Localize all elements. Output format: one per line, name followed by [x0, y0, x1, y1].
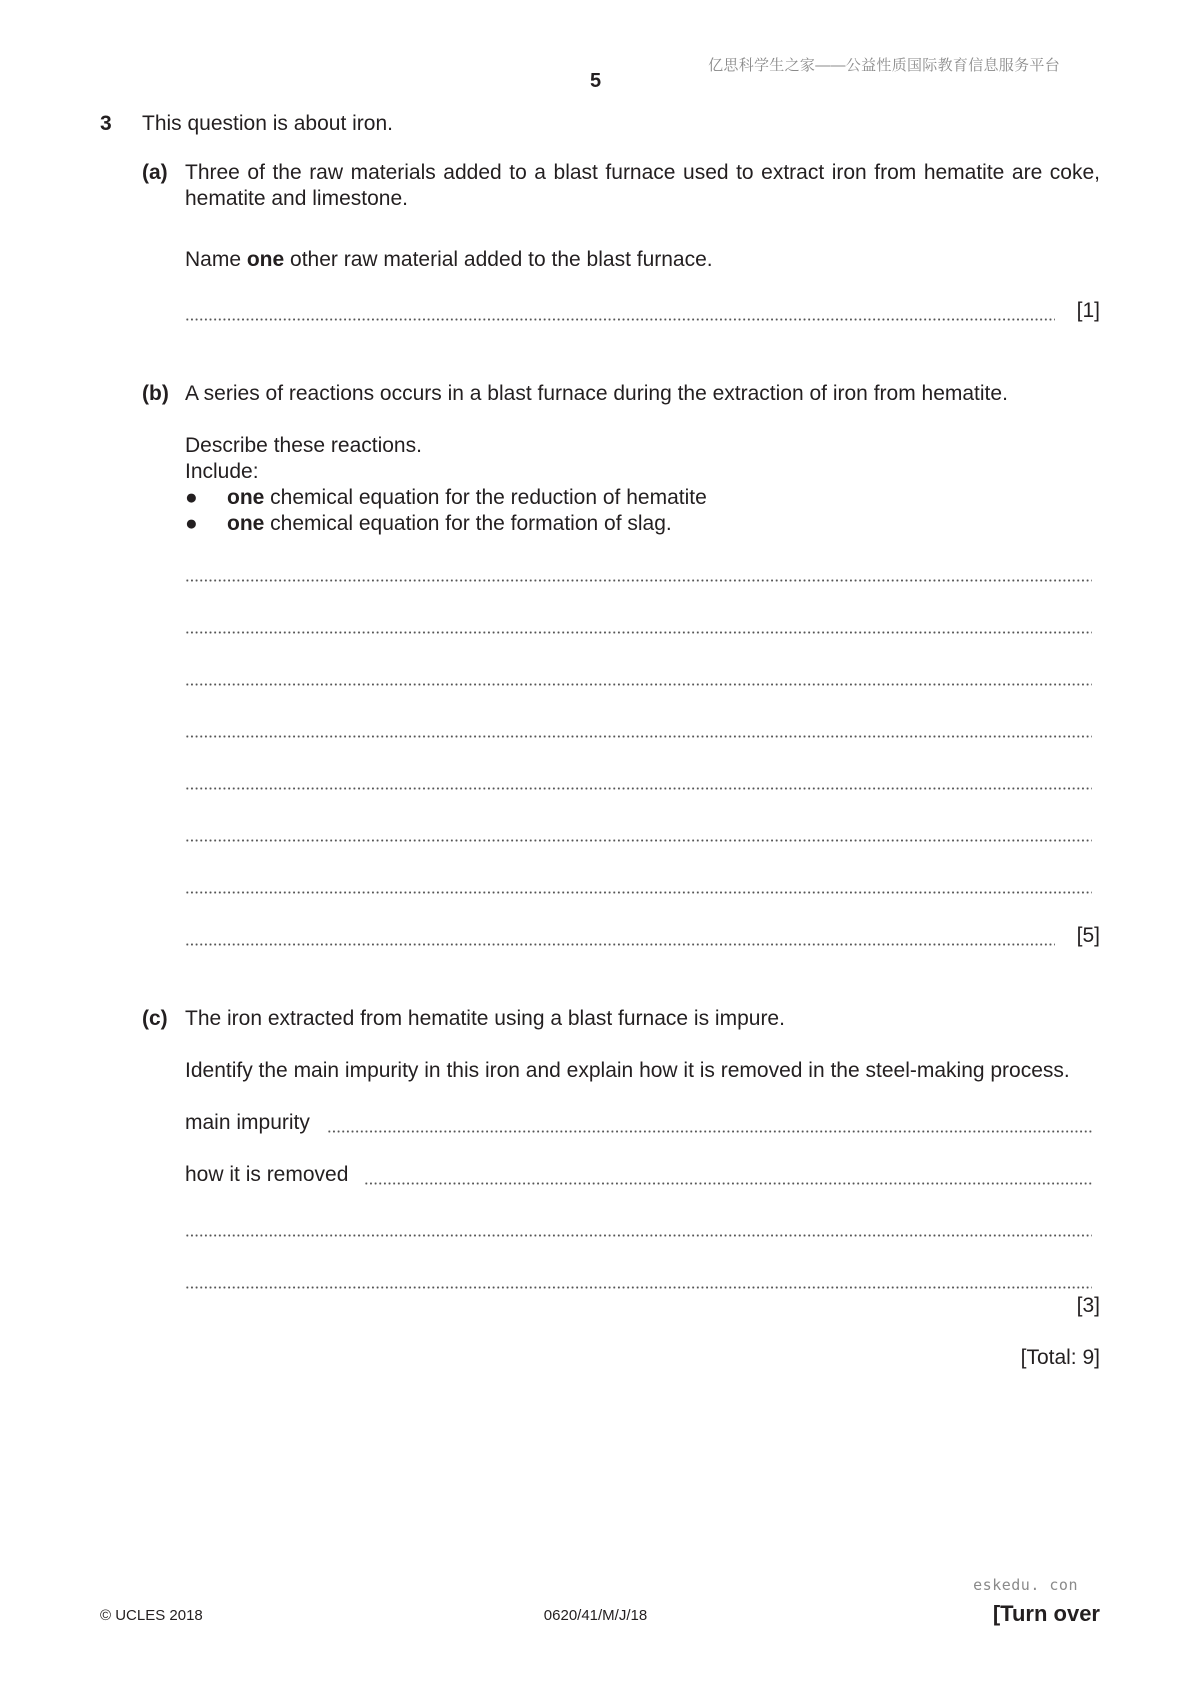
answer-line-c[interactable]	[185, 1234, 1092, 1237]
part-a-text: Three of the raw materials added to a blast furnace used to extract iron from hematite are coke, hematite and limestone.	[185, 161, 1100, 210]
answer-line-impurity[interactable]	[327, 1130, 1092, 1133]
turn-over[interactable]: [Turn over	[992, 1601, 1100, 1626]
part-c-instruction: Identify the main impurity in this iron and explain how it is removed in the steel-making process.	[185, 1059, 1070, 1082]
copyright: © UCLES 2018	[100, 1607, 203, 1624]
bullet-icon: ●	[185, 512, 198, 535]
part-b-instruction: Describe these reactions.	[185, 434, 422, 457]
part-b-mark: [5]	[1076, 924, 1100, 947]
part-b-include: Include:	[185, 460, 259, 483]
bullet-item: one chemical equation for the reduction of hematite	[227, 486, 707, 509]
answer-line-b[interactable]	[185, 839, 1092, 842]
answer-line-b[interactable]	[185, 735, 1092, 738]
answer-line-b[interactable]	[185, 943, 1055, 946]
part-a-instruction: Name one other raw material added to the blast furnace.	[185, 248, 713, 271]
question-number: 3	[100, 112, 112, 135]
part-a-label: (a)	[142, 161, 168, 184]
part-c-text: The iron extracted from hematite using a blast furnace is impure.	[185, 1007, 785, 1030]
page-number: 5	[589, 70, 602, 92]
answer-line-b[interactable]	[185, 631, 1092, 634]
footer-watermark: eskedu. con	[973, 1576, 1078, 1594]
header-watermark: 亿思科学生之家——公益性质国际教育信息服务平台	[708, 57, 1060, 74]
answer-line-removed[interactable]	[364, 1182, 1092, 1185]
answer-line-b[interactable]	[185, 787, 1092, 790]
answer-line-b[interactable]	[185, 683, 1092, 686]
part-b-text: A series of reactions occurs in a blast furnace during the extraction of iron from hematite.	[185, 382, 1008, 405]
part-b-label: (b)	[142, 382, 169, 405]
main-impurity-label: main impurity	[185, 1111, 310, 1134]
paper-code: 0620/41/M/J/18	[543, 1607, 648, 1624]
total-mark: [Total: 9]	[1020, 1346, 1100, 1369]
part-c-mark: [3]	[1076, 1294, 1100, 1317]
answer-line-c[interactable]	[185, 1286, 1092, 1289]
bullet-item: one chemical equation for the formation of slag.	[227, 512, 672, 535]
part-a-mark: [1]	[1076, 299, 1100, 322]
answer-line-b[interactable]	[185, 579, 1092, 582]
answer-line-a[interactable]	[185, 318, 1055, 321]
bullet-icon: ●	[185, 486, 198, 509]
answer-line-b[interactable]	[185, 891, 1092, 894]
part-c-label: (c)	[142, 1007, 168, 1030]
how-removed-label: how it is removed	[185, 1163, 349, 1186]
question-intro: This question is about iron.	[142, 112, 393, 135]
